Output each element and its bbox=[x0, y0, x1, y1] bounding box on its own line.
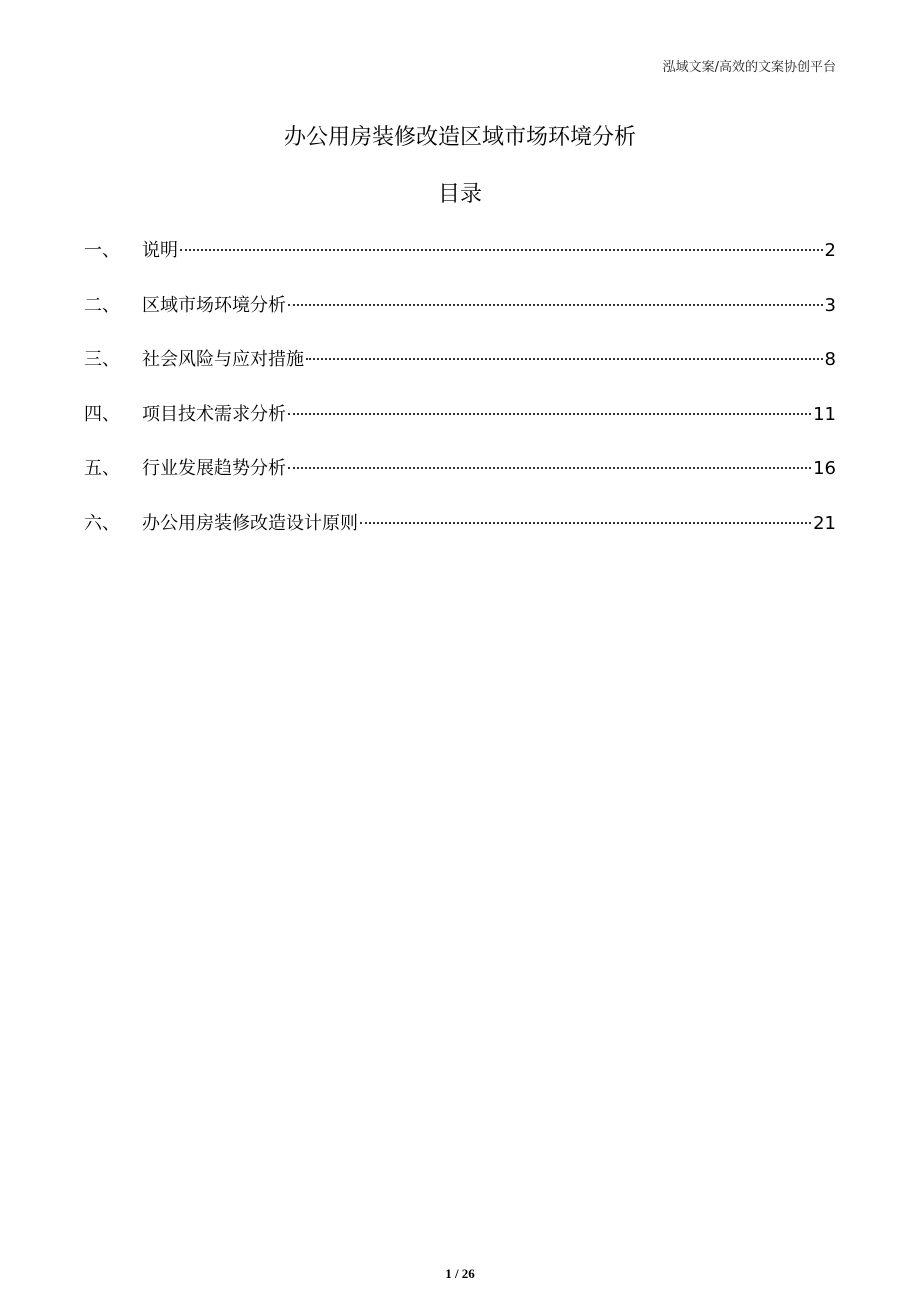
page-indicator: 1 / 26 bbox=[445, 1266, 475, 1281]
toc-dot-leader bbox=[306, 358, 823, 360]
toc-entry-number: 五、 bbox=[84, 458, 120, 479]
toc-entry-label: 项目技术需求分析 bbox=[142, 403, 286, 425]
toc-entry-page: 16 bbox=[813, 458, 836, 479]
toc-dot-leader bbox=[360, 522, 811, 524]
toc-dot-leader bbox=[288, 304, 823, 306]
toc-dot-leader bbox=[180, 249, 823, 251]
toc-entry-label: 区域市场环境分析 bbox=[142, 294, 286, 316]
header-note: 泓域文案/高效的文案协创平台 bbox=[662, 60, 836, 75]
toc-entry[interactable] bbox=[84, 345, 836, 400]
toc-heading: 目录 bbox=[437, 182, 482, 207]
toc-entry[interactable] bbox=[84, 454, 836, 509]
toc-entry[interactable] bbox=[84, 291, 836, 346]
toc-entry-number: 一、 bbox=[84, 240, 120, 261]
toc-entry[interactable] bbox=[84, 509, 836, 564]
toc-entry-page: 21 bbox=[813, 512, 836, 534]
toc-entry-page: 3 bbox=[824, 294, 836, 316]
toc-entry-label: 办公用房装修改造设计原则 bbox=[142, 512, 358, 534]
toc-dot-leader bbox=[288, 413, 811, 415]
toc-entry-label: 说明 bbox=[142, 240, 178, 261]
toc-entry-label: 行业发展趋势分析 bbox=[142, 458, 286, 479]
toc-entry[interactable] bbox=[84, 236, 836, 291]
toc-entry[interactable] bbox=[84, 400, 836, 455]
toc-entry-page: 11 bbox=[813, 403, 836, 425]
toc-entry-number: 四、 bbox=[84, 403, 120, 425]
document-title: 办公用房装修改造区域市场环境分析 bbox=[283, 125, 636, 150]
toc-entry-number: 六、 bbox=[84, 512, 120, 534]
toc-entry-page: 2 bbox=[824, 240, 836, 261]
toc-entry-label: 社会风险与应对措施 bbox=[142, 349, 304, 370]
toc-entry-number: 三、 bbox=[84, 349, 120, 370]
toc-entry-number: 二、 bbox=[84, 294, 120, 316]
toc-dot-leader bbox=[288, 467, 811, 469]
table-of-contents bbox=[84, 236, 836, 563]
toc-entry-page: 8 bbox=[824, 349, 836, 370]
